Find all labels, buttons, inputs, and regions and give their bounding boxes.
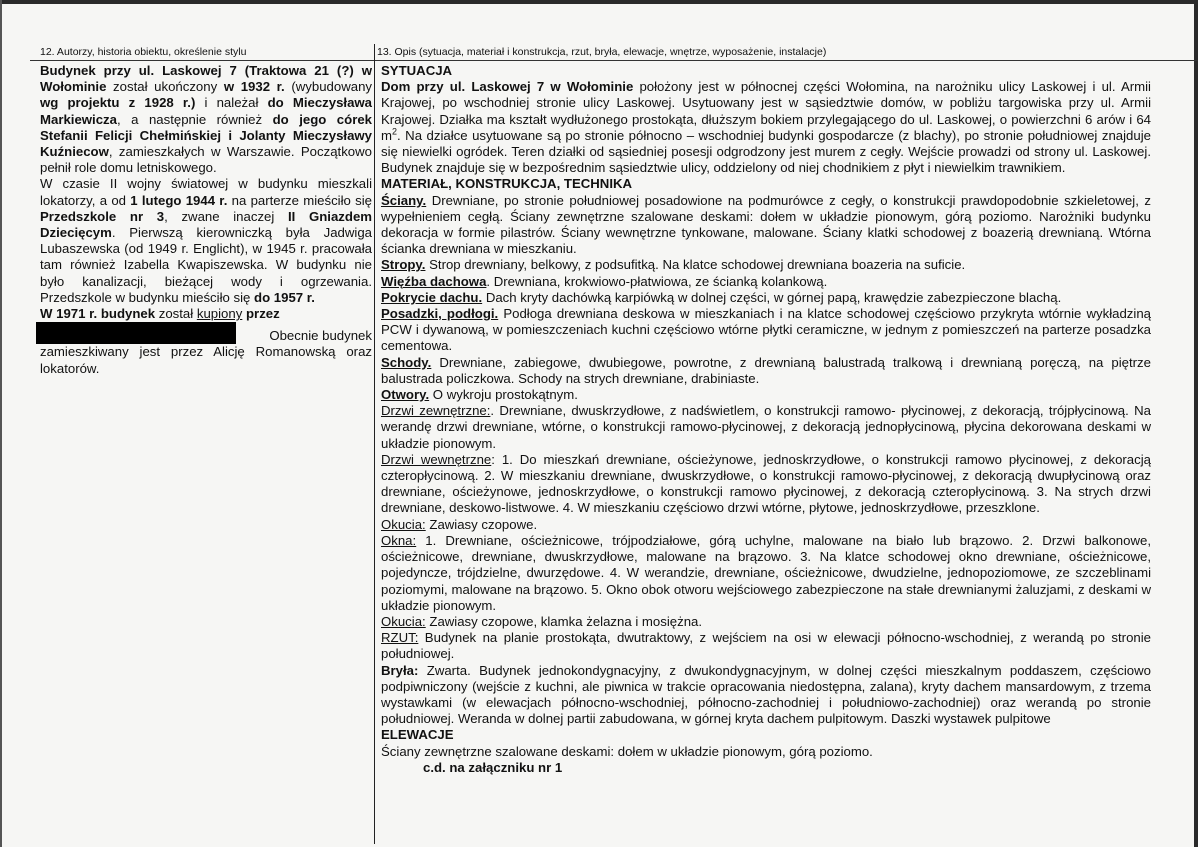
label-roof-frame: Więźba dachowa bbox=[381, 273, 487, 289]
text-span: Dach kryty dachówką karpiówką w dolnej części, w górnej papą, krawędzie zabezpieczone blachą. bbox=[482, 289, 1062, 305]
text-span: Budynek na planie prostokąta, dwutraktowy, z wejściem na osi w elewacji północno-wschodniej, z werandą po stronie południowej. bbox=[381, 630, 1151, 662]
building-address: Budynek przy ul. Laskowej 7 (Traktowa 21 (?) w Wołominie bbox=[40, 63, 372, 95]
section-title-elevations: ELEWACJE bbox=[381, 727, 454, 743]
label-stairs: Schody. bbox=[381, 354, 432, 370]
text-span: , zamieszkałych w Warszawie. Początkowo pełnił role domu letniskowego. bbox=[40, 144, 372, 176]
description-column bbox=[381, 63, 1151, 776]
text-span: O wykroju prostokątnym. bbox=[429, 387, 578, 403]
history-paragraph-1 bbox=[40, 63, 372, 176]
label-windows: Okna: bbox=[381, 532, 417, 548]
roof-cover-paragraph bbox=[381, 290, 1151, 306]
history-paragraph-3 bbox=[40, 306, 372, 322]
text-span: . Na działce usytuowane są po stronie północno – wschodniej budynki gospodarcze (z blachy), po stronie południowej znajduje się niewielki ogródek. Teren działki od sąsiedniej posesji odgrodzony jest murem z cegły. Wejście prowadzi od strony ul. Laskowej. Budynek znajduje się w bezpośrednim sąsiedztwie ulicy, oddzielony od niej chodnikiem z płyt i niewielkim trawnikiem. bbox=[381, 127, 1151, 176]
header-description: 13. Opis (sytuacja, materiał i konstrukcja, rzut, bryła, elewacje, wnętrze, wyposażenie, instalacje) bbox=[377, 46, 827, 58]
text-span: , a następnie również bbox=[116, 111, 273, 127]
label-fittings: Okucia: bbox=[381, 613, 426, 629]
situation-paragraph bbox=[381, 79, 1151, 176]
text-span: . Drewniana, krokwiowo-płatwiowa, ze ścianką kolankową. bbox=[486, 273, 828, 289]
text-span: W czasie II wojny światowej w budynku mieszkali lokatorzy, a od bbox=[40, 176, 372, 208]
history-column bbox=[40, 63, 372, 377]
text-span: 1. Drewniane, ościeżnicowe, trójpodziałowe, górą uchylne, malowane na biało lub brązowo. 2. Drzwi balkonowe, ościeżnicowe, drewniane, dwuskrzydłowe, malowane na brązowo. 3. Na klatce schodowej okno drewniane, ościeżnicowe, pojedyncze, trójdzielne, dwurzędowe. 4. W werandzie, drewniane, ościeżnicowe, dwudzielne, jednopoziomowe, ze szczeblinami poziomymi, malowane na brązowo. 5. Okno obok otworu wejściowego zabezpieczone na stałe drewnianymi żaluzjami, z deskami w układzie pionowym. bbox=[381, 532, 1151, 613]
history-paragraph-4: zamieszkiwany jest przez Alicję Romanowską oraz lokatorów. bbox=[40, 344, 372, 376]
scan-edge-top bbox=[0, 0, 1198, 4]
openings-paragraph bbox=[381, 387, 1151, 403]
walls-paragraph bbox=[381, 193, 1151, 258]
superscript: 2 bbox=[392, 126, 398, 137]
section-title-material: MATERIAŁ, KONSTRUKCJA, TECHNIKA bbox=[381, 176, 633, 192]
redaction-row bbox=[40, 322, 372, 344]
column-divider bbox=[374, 44, 375, 844]
text-span: . Drewniane, dwuskrzydłowe, z nadświetlem, o konstrukcji ramowo- płycinowej, z dekoracją, trójpłycinową. Na werandę drzwi drewniane, wtórne, o konstrukcji ramowo-płycinowej, z dekoracją jednopłycinową, płycina dekorowana deskami w układzie pionowym. bbox=[381, 403, 1151, 451]
text-span: Drewniane, zabiegowe, dwubiegowe, powrotne, z drewnianą balustradą tralkową i drewnianą poręczą, na piętrze balustrada policzkowa. Schody na strych drewniane, drabiniaste. bbox=[381, 354, 1151, 386]
daughters-names: do jego córek Stefanii Felicji Chełmińskiej i Jolanty Mieczysławy Kuźniecow bbox=[40, 111, 372, 160]
section-title-situation: SYTUACJA bbox=[381, 63, 453, 78]
plan-paragraph bbox=[381, 630, 1151, 662]
text-span: Drewniane, po stronie południowej posadowione na podmurówce z cegły, o konstrukcji prawdopodobnie szkieletowej, z wypełnieniem cegłą. Ściany zewnętrzne szalowane deskami: dołem w układzie pionowym, górą poziomo. Narożniki budynku dekoracja w formie pilastrów. Ściany wewnętrzne tynkowane, malowane. Ściany klatki schodowej z boazerią drewnianą. Wtórna ścianka drewniana w mieszkaniu. bbox=[381, 192, 1151, 257]
kindergarten-name: Przedszkole nr 3 bbox=[40, 208, 165, 224]
label-plan: RZUT: bbox=[381, 630, 419, 646]
text-span: na parterze mieściło się bbox=[227, 192, 372, 208]
text-span: (wybudowany bbox=[284, 79, 372, 95]
floors-paragraph bbox=[381, 306, 1151, 355]
text-span: Zawiasy czopowe. bbox=[425, 516, 538, 532]
text-span: Zwarta. Budynek jednokondygnacyjny, z dwukondygnacyjnym, w dolnej części mieszkalnym poddaszem, częściowo podpiwniczony (wejście z kuchni, ale piwnica w trakcie opracowania niedostępna, zalana), kryty dachem mansardowym, z trzema wystawkami (w elewacjach północno-wschodniej, północno-zachodniej i południowo-zachodniej) oraz werandą po stronie południowej. Weranda w dolnej partii zabudowana, w górnej kryta dachem pulpitowym. Daszki wystawek pulpitowe bbox=[381, 662, 1151, 727]
header-authors-history: 12. Autorzy, historia obiektu, określenie stylu bbox=[40, 46, 247, 58]
text-span: : 1. Do mieszkań drewniane, ościeżynowe, jednoskrzydłowe, o konstrukcji ramowo płycinowej, z dekoracją czteropłycinową. 2. W mieszkaniu drewniane, dwuskrzydłowe, o konstrukcji ramowo-płycinowej, z dekoracją dwupłycinową oraz drewniane, ościeżynowe, jednoskrzydłowe, o konstrukcji ramowo płycinowej, z dekoracją czteropłycinową. 3. Na strych drzwi drewniane, deskowo-listwowe. 4. W mieszkaniu częściowo drzwi wtórne, płytowe, jednoskrzydłowe, przeszklone. bbox=[381, 451, 1152, 516]
design-year: wg projektu z 1928 r.) bbox=[40, 95, 196, 111]
text-span: budynek bbox=[100, 306, 156, 322]
label-massing: Bryła: bbox=[381, 662, 419, 678]
ceilings-paragraph bbox=[381, 257, 1151, 273]
label-ceilings: Stropy. bbox=[381, 257, 426, 273]
text-span: kupiony bbox=[196, 306, 243, 322]
date-1944: 1 lutego 1944 r. bbox=[130, 192, 228, 208]
stairs-paragraph bbox=[381, 355, 1151, 387]
text-span: został ukończony bbox=[106, 79, 224, 95]
completion-year: w 1932 r. bbox=[223, 79, 285, 95]
label-interior-doors: Drzwi wewnętrzne bbox=[381, 451, 492, 467]
history-paragraph-2 bbox=[40, 176, 372, 306]
label-exterior-doors: Drzwi zewnętrzne: bbox=[381, 403, 491, 419]
label-walls: Ściany. bbox=[381, 192, 427, 208]
exterior-doors-paragraph bbox=[381, 403, 1151, 452]
redaction-bar bbox=[36, 322, 236, 344]
kindergarten-alt-name: II Gniazdem Dziecięcym bbox=[40, 208, 373, 241]
label-openings: Otwory. bbox=[381, 387, 430, 403]
text-span: . Pierwszą kierowniczką była Jadwiga Lubaszewska (od 1949 r. Englicht), w 1945 r. pracowała tam również Izabella Kwapiszewska. W budynku nie było kanalizacji, bieżącej wody i ogrzewania. Przedszkole w budynku mieściło się bbox=[40, 225, 372, 305]
scan-edge-right bbox=[1194, 0, 1198, 847]
fittings-paragraph-1 bbox=[381, 517, 1151, 533]
text-span: przez bbox=[246, 306, 280, 322]
header-divider bbox=[30, 60, 1198, 61]
interior-doors-paragraph bbox=[381, 452, 1151, 517]
roof-frame-paragraph bbox=[381, 274, 1151, 290]
massing-paragraph bbox=[381, 663, 1151, 728]
year-1971: W 1971 r. bbox=[40, 306, 101, 322]
fittings-paragraph-2 bbox=[381, 614, 1151, 630]
label-floors: Posadzki, podłogi. bbox=[381, 306, 499, 322]
label-fittings: Okucia: bbox=[381, 516, 426, 532]
label-roof-cover: Pokrycie dachu. bbox=[381, 289, 483, 305]
text-span: i należał bbox=[195, 95, 268, 111]
windows-paragraph bbox=[381, 533, 1151, 614]
date-1957: do 1957 r. bbox=[254, 289, 315, 305]
situation-address: Dom przy ul. Laskowej 7 w Wołominie bbox=[381, 79, 634, 95]
scan-edge-left bbox=[0, 0, 2, 847]
text-span: , zwane inaczej bbox=[164, 208, 288, 224]
owner-name: do Mieczysława Markiewicza bbox=[40, 95, 372, 127]
text-span: Zawiasy czopowe, klamka żelazna i mosiężna. bbox=[425, 613, 703, 629]
text-span: Obecnie budynek bbox=[269, 328, 372, 344]
elevations-paragraph: Ściany zewnętrzne szalowane deskami: dołem w układzie pionowym, górą poziomo. bbox=[381, 743, 873, 759]
text-span: Podłoga drewniana deskowa w mieszkaniach i na klatce schodowej częściowo przykryta wtórnie wykładziną PCW i dywanową, w pomieszczeniach kuchni częściowo wtórne płytki ceramiczne, w jednym z pomieszczeń na parterze posadzka cementowa. bbox=[381, 306, 1152, 354]
continued-note: c.d. na załączniku nr 1 bbox=[423, 759, 563, 775]
text-span: Strop drewniany, belkowy, z podsufitką. Na klatce schodowej drewniana boazeria na suficie. bbox=[425, 257, 966, 273]
text-span: położony jest w północnej części Wołomina, na narożniku ulicy Laskowej i ul. Armii Krajowej, po wschodniej stronie ulicy Laskowej. Usytuowany jest w sąsiedztwie domów, w pobliżu targowiska przy ul. Armii Krajowej. Działka ma kształt wydłużonego prostokąta, dłuższym bokiem przylegającego do ul. Laskowej, o powierzchni 6 arów i 64 m bbox=[381, 79, 1151, 143]
text-span: został bbox=[155, 306, 197, 322]
